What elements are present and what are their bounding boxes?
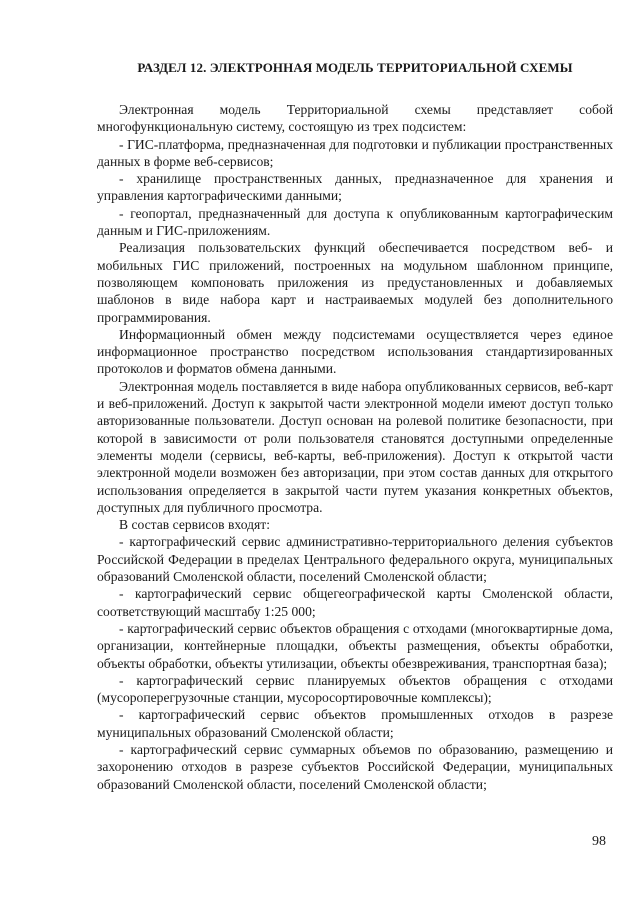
list-item-planned-objects-service: - картографический сервис планируемых объектов обращения с отходами (мусороперегрузочные станции, мусоросортировочные комплексы); — [97, 672, 613, 706]
paragraph-access-policy: Электронная модель поставляется в виде набора опубликованных сервисов, веб-карт и веб-приложений. Доступ к закрытой части электронной модели имеют доступ только авторизованные пользователи. Доступ основан на ролевой политике безопасности, при которой в зависимости от роли пользователя становятся доступными определенные элементы модели (сервисы, веб-карты, веб-приложения). Доступ к открытой части электронной модели возможен без авторизации, при этом состав данных для открытого использования определяется в закрытой части путем указания конкретных объектов, доступных для публичного просмотра. — [97, 378, 613, 515]
list-item-gis-platform: - ГИС-платформа, предназначенная для подготовки и публикации пространственных данных в форме веб-сервисов; — [97, 136, 613, 169]
document-page — [97, 40, 613, 793]
paragraph-user-functions: Реализация пользовательских функций обеспечивается посредством веб- и мобильных ГИС приложений, построенных на модульном шаблонном принципе, позволяющем компоновать приложения из предустановленных и добавляемых шаблонов в виде набора карт и настраиваемых модулей без дополнительного программирования. — [97, 240, 613, 325]
page-number: 98 — [592, 834, 606, 849]
list-item-volume-summary-service: - картографический сервис суммарных объемов по образованию, размещению и захоронению отходов в разрезе субъектов Российской Федерации, муниципальных образований Смоленской области, поселений Смоленской области; — [97, 741, 613, 792]
paragraph-intro: Электронная модель Территориальной схемы представляет собой многофункциональную систему, состоящую из трех подсистем: — [97, 102, 613, 135]
document-body — [97, 101, 613, 793]
list-item-spatial-storage: - хранилище пространственных данных, предназначенное для хранения и управления картографическими данными; — [97, 171, 613, 204]
list-item-waste-objects-service: - картографический сервис объектов обращения с отходами (многоквартирные дома, организации, контейнерные площадки, объекты размещения, объекты обработки, объекты обработки, объекты утилизации, объекты обезвреживания, транспортная база); — [97, 620, 613, 671]
list-item-industrial-waste-service: - картографический сервис объектов промышленных отходов в разрезе муниципальных образований Смоленской области; — [97, 707, 613, 740]
paragraph-services-intro: В состав сервисов входят: — [119, 517, 270, 533]
paragraph-information-exchange: Информационный обмен между подсистемами осуществляется через единое информационное пространство посредством использования стандартизированных протоколов и форматов обмена данными. — [97, 326, 613, 377]
list-item-general-map-service: - картографический сервис общегеографической карты Смоленской области, соответствующий масштабу 1:25 000; — [97, 586, 613, 619]
list-item-admin-division-service: - картографический сервис административно-территориального деления субъектов Российской Федерации в пределах Центрального федерального округа, муниципальных образований Смоленской области, поселений Смоленской области; — [97, 534, 613, 585]
list-item-geoportal: - геопортал, предназначенный для доступа к опубликованным картографическим данным и ГИС-приложениям. — [97, 205, 613, 239]
section-heading: РАЗДЕЛ 12. ЭЛЕКТРОННАЯ МОДЕЛЬ ТЕРРИТОРИАЛЬНОЙ СХЕМЫ — [137, 60, 573, 75]
